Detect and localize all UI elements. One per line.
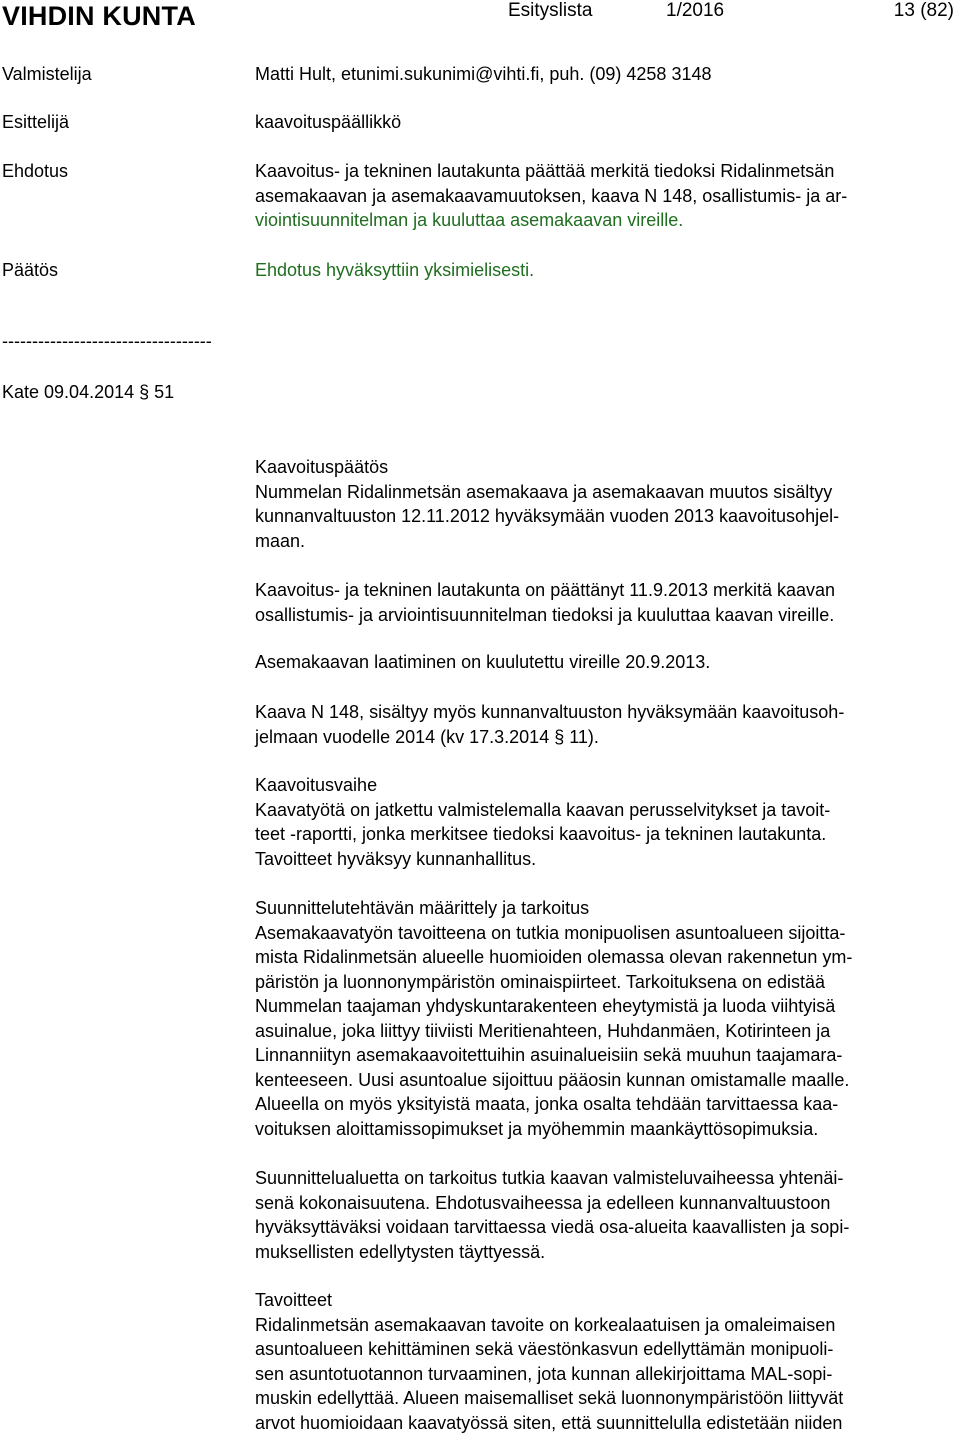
- paatos-value: Ehdotus hyväksyttiin yksimielisesti.: [255, 258, 534, 282]
- paragraph-line: Nummelan Ridalinmetsän asemakaava ja asemakaavan muutos sisältyy: [255, 480, 839, 505]
- paragraph-line: Kaavoitus- ja tekninen lautakunta on päättänyt 11.9.2013 merkitä kaavan: [255, 578, 835, 603]
- paragraph-line: teet -raportti, jonka merkitsee tiedoksi kaavoitus- ja tekninen lautakunta.: [255, 822, 830, 847]
- paragraph-line: sen asuntotuotannon turvaaminen, jota kunnan allekirjoittama MAL-sopi-: [255, 1362, 843, 1387]
- paragraph-line: jelmaan vuodelle 2014 (kv 17.3.2014 § 11).: [255, 725, 844, 750]
- paragraph-line: muksellisten edellytysten täyttyessä.: [255, 1240, 849, 1265]
- page-number: 13 (82): [894, 0, 954, 22]
- paragraph-kuulutettu: [255, 650, 710, 675]
- paragraph-line: Kaavoituspäätös: [255, 455, 839, 480]
- paragraph-line: päristön ja luonnonympäristön ominaispiirteet. Tarkoituksena on edistää: [255, 970, 852, 995]
- paragraph-line: senä kokonaisuutena. Ehdotusvaiheessa ja edelleen kunnanvaltuustoon: [255, 1191, 849, 1216]
- paragraph-line: Ridalinmetsän asemakaavan tavoite on korkealaatuisen ja omaleimaisen: [255, 1313, 843, 1338]
- document-type: Esityslista: [508, 0, 592, 22]
- paragraph-line: muskin edellyttää. Alueen maisemalliset sekä luonnonympäristöön liittyvät: [255, 1386, 843, 1411]
- esittelija-label: Esittelijä: [2, 110, 69, 134]
- paragraph-line: Asemakaavatyön tavoitteena on tutkia monipuolisen asuntoalueen sijoitta-: [255, 921, 852, 946]
- paragraph-line: mista Ridalinmetsän alueelle huomioiden olemassa olevan rakennetun ym-: [255, 945, 852, 970]
- paragraph-line: maan.: [255, 529, 839, 554]
- ehdotus-text: [255, 159, 847, 233]
- paragraph-line: asuinalue, joka liittyy tiiviisti Meritienahteen, Huhdanmäen, Kotirinteen ja: [255, 1019, 852, 1044]
- paragraph-line: Alueella on myös yksityistä maata, jonka osalta tehdään tarvittaessa kaa-: [255, 1092, 852, 1117]
- paragraph-line: Linnanniityn asemakaavoitettuihin asuinalueisiin sekä muuhun taajamara-: [255, 1043, 852, 1068]
- paragraph-line: Asemakaavan laatiminen on kuulutettu vireille 20.9.2013.: [255, 650, 710, 675]
- paatos-label: Päätös: [2, 258, 58, 282]
- paragraph-line: Tavoitteet hyväksyy kunnanhallitus.: [255, 847, 830, 872]
- valmistelija-value: Matti Hult, etunimi.sukunimi@vihti.fi, puh. (09) 4258 3148: [255, 62, 712, 86]
- paragraph-line: osallistumis- ja arviointisuunnitelman tiedoksi ja kuuluttaa kaavan vireille.: [255, 603, 835, 628]
- paragraph-line: hyväksyttäväksi voidaan tarvittaessa viedä osa-alueita kaavallisten ja sopi-: [255, 1215, 849, 1240]
- paragraph-heading: Kaavoitusvaihe: [255, 773, 830, 798]
- document-header: [0, 0, 960, 36]
- ehdotus-line: viointisuunnitelman ja kuuluttaa asemakaavan vireille.: [255, 208, 847, 233]
- paragraph-vireille: [255, 578, 835, 627]
- document-number: 1/2016: [666, 0, 724, 22]
- paragraph-tavoitteet: [255, 1288, 843, 1435]
- organization-name: VIHDIN KUNTA: [2, 1, 196, 32]
- paragraph-line: Suunnittelualuetta on tarkoitus tutkia kaavan valmisteluvaiheessa yhtenäi-: [255, 1166, 849, 1191]
- paragraph-heading: Suunnittelutehtävän määrittely ja tarkoitus: [255, 896, 852, 921]
- esittelija-value: kaavoituspäällikkö: [255, 110, 401, 134]
- kate-heading: Kate 09.04.2014 § 51: [2, 380, 174, 404]
- ehdotus-label: Ehdotus: [2, 159, 68, 183]
- valmistelija-label: Valmistelija: [2, 62, 92, 86]
- paragraph-line: Nummelan taajaman yhdyskuntarakenteen eheytymistä ja luoda viihtyisä: [255, 994, 852, 1019]
- paragraph-suunnittelutehtava: [255, 896, 852, 1141]
- paragraph-heading: Tavoitteet: [255, 1288, 843, 1313]
- paragraph-line: Kaava N 148, sisältyy myös kunnanvaltuuston hyväksymään kaavoitusoh-: [255, 700, 844, 725]
- paragraph-kaava-n148: [255, 700, 844, 749]
- paragraph-line: arvot huomioidaan kaavatyössä siten, että suunnittelulla edistetään niiden: [255, 1411, 843, 1435]
- paragraph-kaavoituspaatos: [255, 455, 839, 553]
- paragraph-line: Kaavatyötä on jatkettu valmistelemalla kaavan perusselvitykset ja tavoit-: [255, 798, 830, 823]
- paragraph-line: kenteeseen. Uusi asuntoalue sijoittuu pääosin kunnan omistamalle maalle.: [255, 1068, 852, 1093]
- paragraph-kaavoitusvaihe: [255, 773, 830, 871]
- ehdotus-line: Kaavoitus- ja tekninen lautakunta päättää merkitä tiedoksi Ridalinmetsän: [255, 159, 847, 184]
- separator-line: -----------------------------------: [2, 331, 212, 352]
- paragraph-suunnittelualue: [255, 1166, 849, 1264]
- paragraph-line: kunnanvaltuuston 12.11.2012 hyväksymään vuoden 2013 kaavoitusohjel-: [255, 504, 839, 529]
- ehdotus-line: asemakaavan ja asemakaavamuutoksen, kaava N 148, osallistumis- ja ar-: [255, 184, 847, 209]
- paragraph-line: voituksen aloittamissopimukset ja myöhemmin maankäyttösopimuksia.: [255, 1117, 852, 1142]
- paragraph-line: asuntoalueen kehittäminen sekä väestönkasvun edellyttämän monipuoli-: [255, 1337, 843, 1362]
